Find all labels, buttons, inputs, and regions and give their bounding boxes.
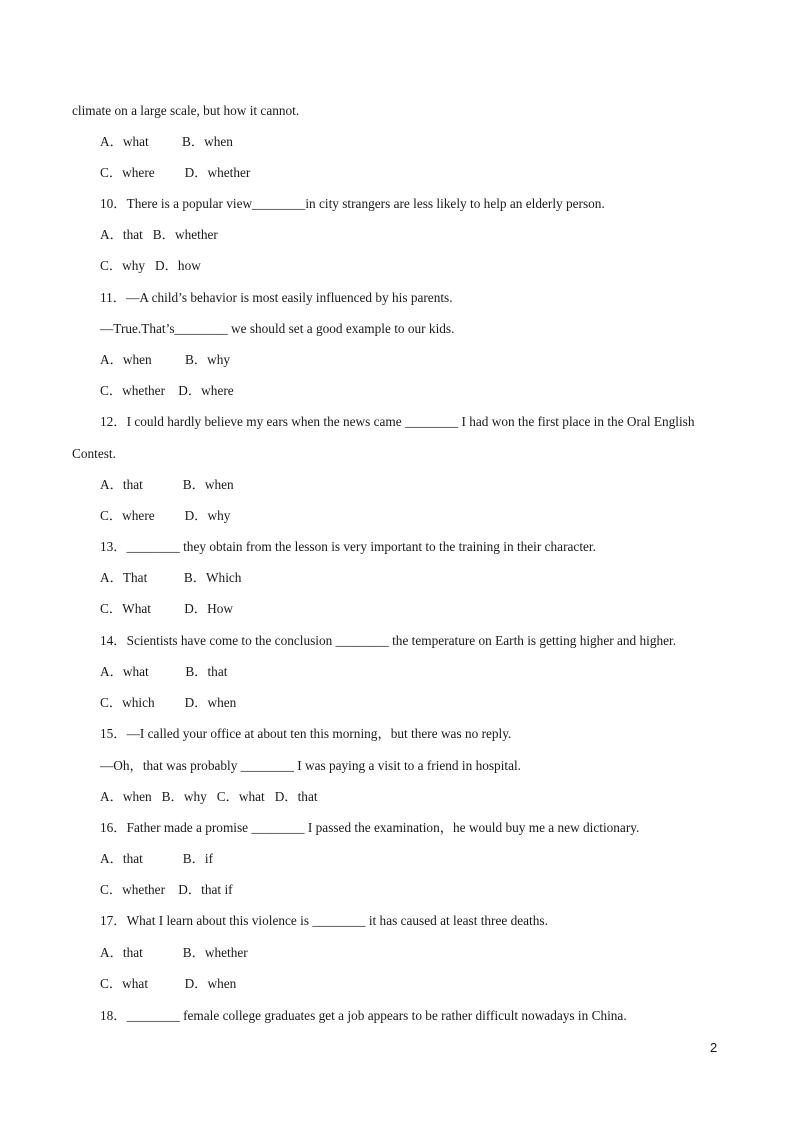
option-line: C．what D．when (100, 976, 237, 991)
option-line: A．that B．whether (100, 945, 248, 960)
option-line: C．why D．how (100, 258, 201, 273)
question-12: 12．I could hardly believe my ears when the news came ________ I had won the first place in the Oral English (100, 414, 695, 429)
option-line: C．whether D．that if (100, 882, 233, 897)
question-15-reply: —Oh，that was probably ________ I was paying a visit to a friend in hospital. (100, 758, 522, 773)
option-line: A．that B．when (100, 477, 234, 492)
option-line: C．where D．why (100, 508, 231, 523)
question-15: 15．—I called your office at about ten this morning，but there was no reply. (100, 726, 512, 741)
option-line: A．that B．whether (100, 227, 218, 242)
question-14: 14．Scientists have come to the conclusion ________ the temperature on Earth is getting higher and higher. (100, 633, 677, 648)
text-line: climate on a large scale, but how it cannot. (72, 103, 300, 118)
question-18: 18．________ female college graduates get a job appears to be rather difficult nowadays in China. (100, 1008, 627, 1023)
page-number: 2 (710, 1040, 718, 1055)
question-10: 10．There is a popular view________in city strangers are less likely to help an elderly person. (100, 196, 605, 211)
option-line: A．when B．why (100, 352, 231, 367)
option-line: C．where D．whether (100, 165, 251, 180)
question-11-reply: —True.That’s________ we should set a good example to our kids. (100, 321, 455, 336)
option-line: A．that B．if (100, 851, 214, 866)
question-11: 11．—A child’s behavior is most easily influenced by his parents. (100, 290, 453, 305)
option-line: A．when B．why C．what D．that (100, 789, 318, 804)
option-line: A．what B．when (100, 134, 233, 149)
option-line: C．What D．How (100, 601, 233, 616)
question-16: 16．Father made a promise ________ I passed the examination，he would buy me a new dictionary. (100, 820, 640, 835)
question-12-continued: Contest. (72, 446, 116, 461)
option-line: A．That B．Which (100, 570, 242, 585)
option-line: C．whether D．where (100, 383, 234, 398)
option-line: C．which D．when (100, 695, 237, 710)
question-13: 13．________ they obtain from the lesson is very important to the training in their character. (100, 539, 596, 554)
option-line: A．what B．that (100, 664, 228, 679)
question-17: 17．What I learn about this violence is ________ it has caused at least three deaths. (100, 913, 548, 928)
